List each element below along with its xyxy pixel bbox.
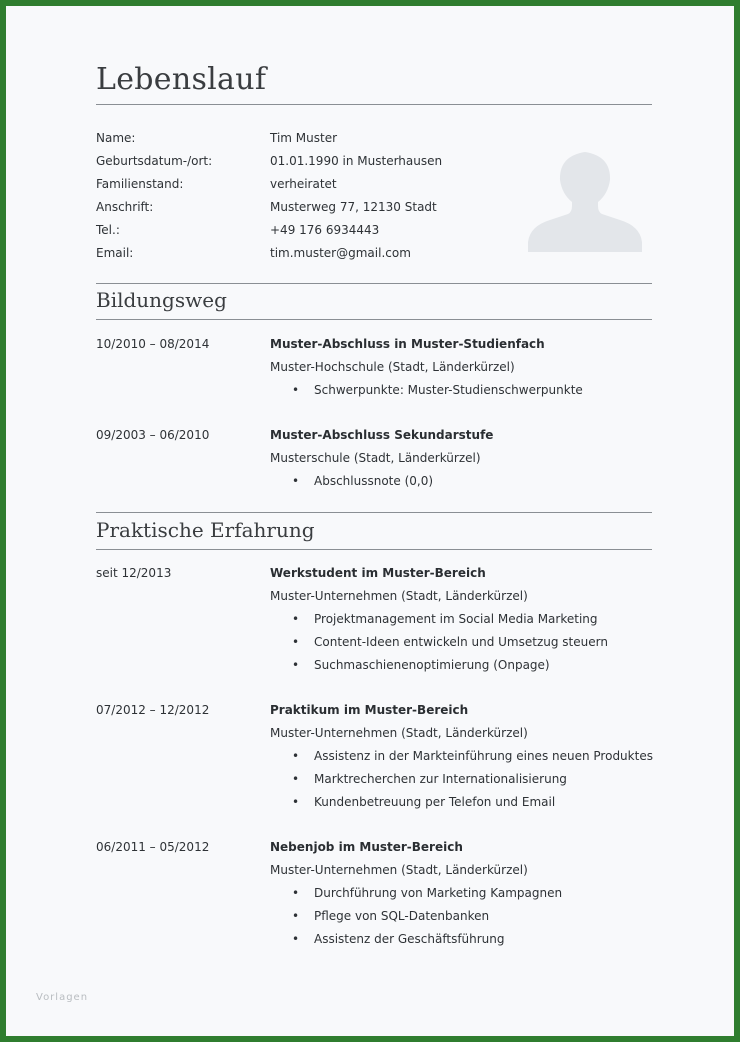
person-silhouette-icon [528, 146, 642, 252]
info-value: Tim Muster [270, 131, 338, 145]
info-value: +49 176 6934443 [270, 223, 380, 237]
bullet-icon: • [292, 635, 300, 649]
entry-organization: Muster-Unternehmen (Stadt, Länderkürzel) [270, 726, 528, 740]
bullet-text: Marktrecherchen zur Internationalisierung [314, 772, 567, 786]
bullet-icon: • [292, 795, 300, 809]
bullet-text: Assistenz in der Markteinführung eines neuen Produktes [314, 749, 653, 763]
bullet-text: Pflege von SQL-Datenbanken [314, 909, 490, 923]
watermark: Vorlagen [36, 992, 89, 1003]
info-value: 01.01.1990 in Musterhausen [270, 154, 443, 168]
page-title: Lebenslauf [96, 62, 267, 97]
bullet-icon: • [292, 474, 300, 488]
bullet-icon: • [292, 749, 300, 763]
entry-organization: Muster-Unternehmen (Stadt, Länderkürzel) [270, 863, 528, 877]
entry-title: Muster-Abschluss Sekundarstufe [270, 428, 494, 442]
bullet-text: Assistenz der Geschäftsführung [314, 932, 505, 946]
cv-page [6, 6, 734, 1036]
bullet-text: Schwerpunkte: Muster-Studienschwerpunkte [314, 383, 583, 397]
bullet-text: Abschlussnote (0,0) [314, 474, 434, 488]
info-label: Email: [96, 246, 134, 260]
info-label: Tel.: [96, 223, 120, 237]
info-value: Musterweg 77, 12130 Stadt [270, 200, 437, 214]
bullet-icon: • [292, 383, 300, 397]
info-label: Anschrift: [96, 200, 154, 214]
section-top-divider [96, 283, 652, 284]
bullet-text: Durchführung von Marketing Kampagnen [314, 886, 563, 900]
entry-title: Nebenjob im Muster-Bereich [270, 840, 463, 854]
section-top-divider [96, 512, 652, 513]
bullet-text: Content-Ideen entwickeln und Umsetzug steuern [314, 635, 608, 649]
section-bottom-divider [96, 319, 652, 320]
entry-title: Praktikum im Muster-Bereich [270, 703, 469, 717]
info-label: Familienstand: [96, 177, 184, 191]
bullet-icon: • [292, 612, 300, 626]
entry-date: 09/2003 – 06/2010 [96, 428, 210, 442]
bullet-icon: • [292, 886, 300, 900]
entry-organization: Muster-Unternehmen (Stadt, Länderkürzel) [270, 589, 528, 603]
entry-title: Muster-Abschluss in Muster-Studienfach [270, 337, 545, 351]
entry-date: 10/2010 – 08/2014 [96, 337, 210, 351]
entry-organization: Muster-Hochschule (Stadt, Länderkürzel) [270, 360, 515, 374]
info-label: Geburtsdatum-/ort: [96, 154, 213, 168]
entry-date: 06/2011 – 05/2012 [96, 840, 210, 854]
entry-organization: Musterschule (Stadt, Länderkürzel) [270, 451, 481, 465]
bullet-text: Kundenbetreuung per Telefon und Email [314, 795, 556, 809]
bullet-icon: • [292, 909, 300, 923]
bullet-icon: • [292, 658, 300, 672]
section-bottom-divider [96, 549, 652, 550]
title-divider [96, 104, 652, 105]
bullet-icon: • [292, 772, 300, 786]
entry-title: Werkstudent im Muster-Bereich [270, 566, 486, 580]
bullet-text: Suchmaschienenoptimierung (Onpage) [314, 658, 550, 672]
entry-date: 07/2012 – 12/2012 [96, 703, 210, 717]
info-value: tim.muster@gmail.com [270, 246, 411, 260]
section-title-bildungsweg: Bildungsweg [96, 288, 227, 312]
info-label: Name: [96, 131, 136, 145]
section-title-erfahrung: Praktische Erfahrung [96, 518, 315, 542]
entry-date: seit 12/2013 [96, 566, 172, 580]
info-value: verheiratet [270, 177, 337, 191]
bullet-icon: • [292, 932, 300, 946]
bullet-text: Projektmanagement im Social Media Marketing [314, 612, 598, 626]
